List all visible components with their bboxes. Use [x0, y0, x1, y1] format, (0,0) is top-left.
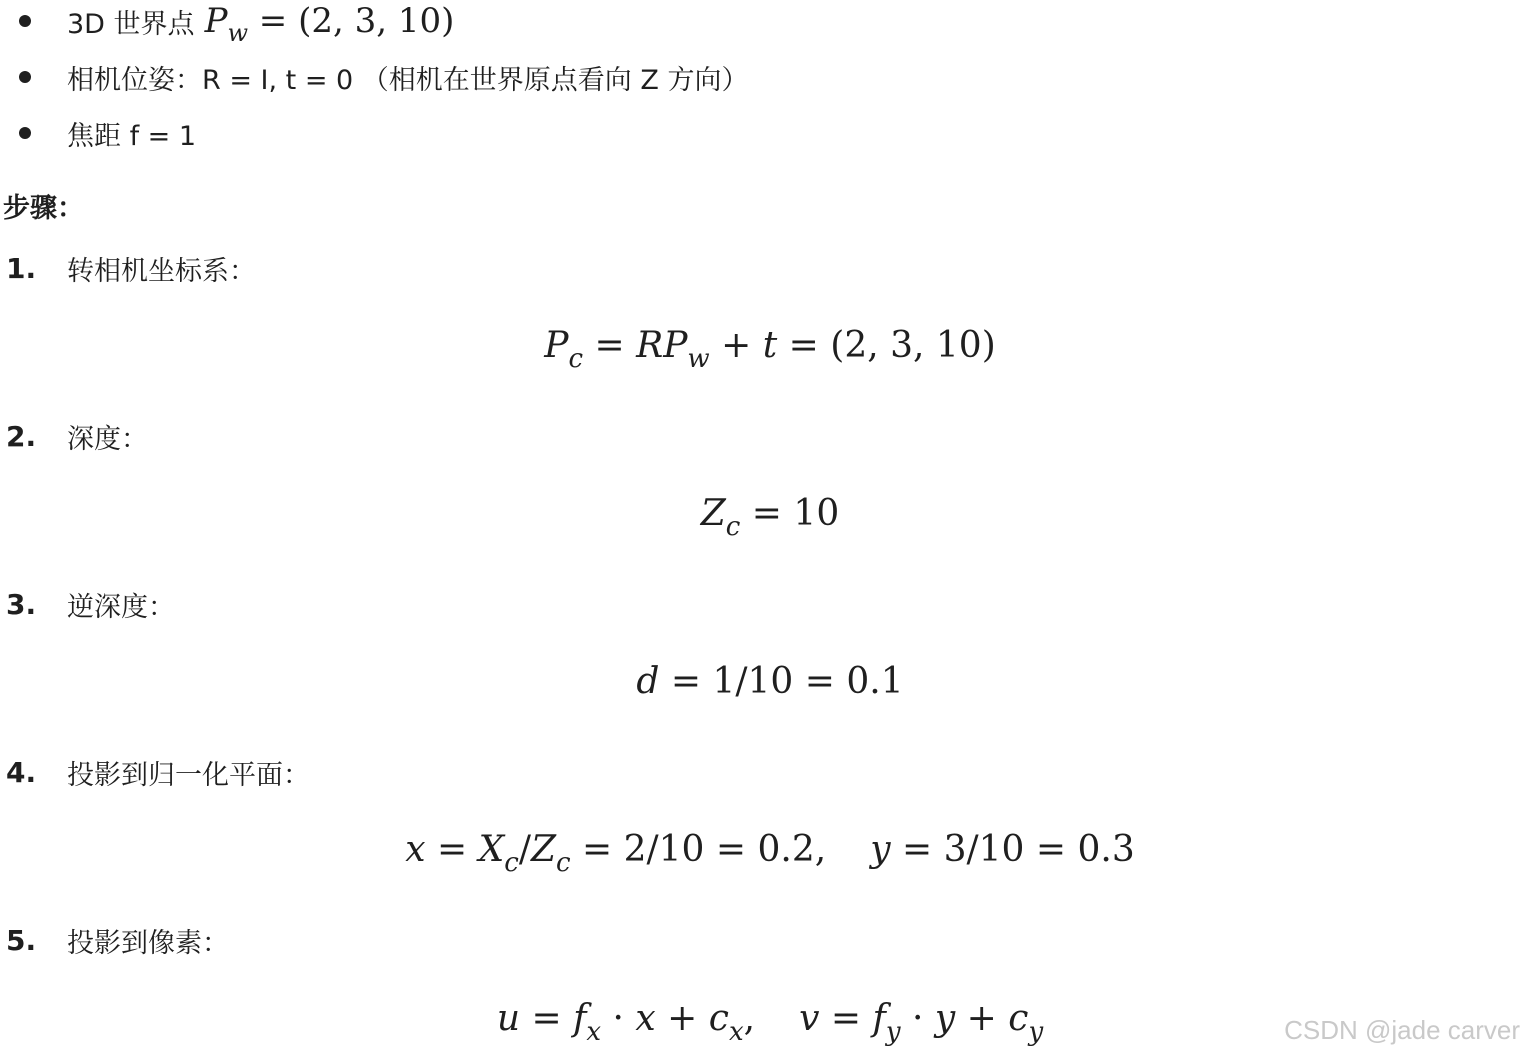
bullet-text: 焦距 f = 1 — [67, 120, 197, 152]
step-number: 5. — [6, 923, 37, 957]
bullet-text: 3D 世界点 — [67, 8, 195, 40]
equation-normalized-plane: $x = X_c/Z_c = 2/10 = 0.2$, y = 3/10 = 0.3 — [405, 829, 1135, 878]
bullet-dot — [19, 127, 31, 139]
step-number: 2. — [6, 419, 37, 453]
step-number: 1. — [6, 251, 37, 285]
step-label: 投影到归一化平面： — [67, 759, 310, 791]
equation-camera-coords: $P_c = RP_w + t = (2$, 3, 10) — [544, 325, 996, 374]
step-label: 深度： — [67, 423, 148, 455]
steps-heading: 步骤： — [3, 192, 84, 224]
equation-depth: $Z_c = 10$ — [700, 493, 840, 542]
equation-inverse-depth: d = 1/10 = 0.1 — [636, 661, 904, 702]
bullet-dot — [19, 71, 31, 83]
bullet-dot — [19, 15, 31, 27]
step-label: 投影到像素： — [67, 927, 229, 959]
step-label: 逆深度： — [67, 591, 175, 623]
world-point-formula: $P_w = (2$, 3, 10) — [204, 1, 455, 47]
step-number: 4. — [6, 755, 37, 789]
watermark-text: CSDN @jade carver — [1284, 1015, 1520, 1045]
step-label: 转相机坐标系： — [67, 255, 256, 287]
equation-pixel-projection: $u = f_x \cdot x + c_x$, $v = f_y \cdot y + c_y$ — [496, 998, 1044, 1047]
bullet-text: 相机位姿：R = I, t = 0 （相机在世界原点看向 Z 方向） — [67, 64, 749, 96]
step-number: 3. — [6, 587, 37, 621]
